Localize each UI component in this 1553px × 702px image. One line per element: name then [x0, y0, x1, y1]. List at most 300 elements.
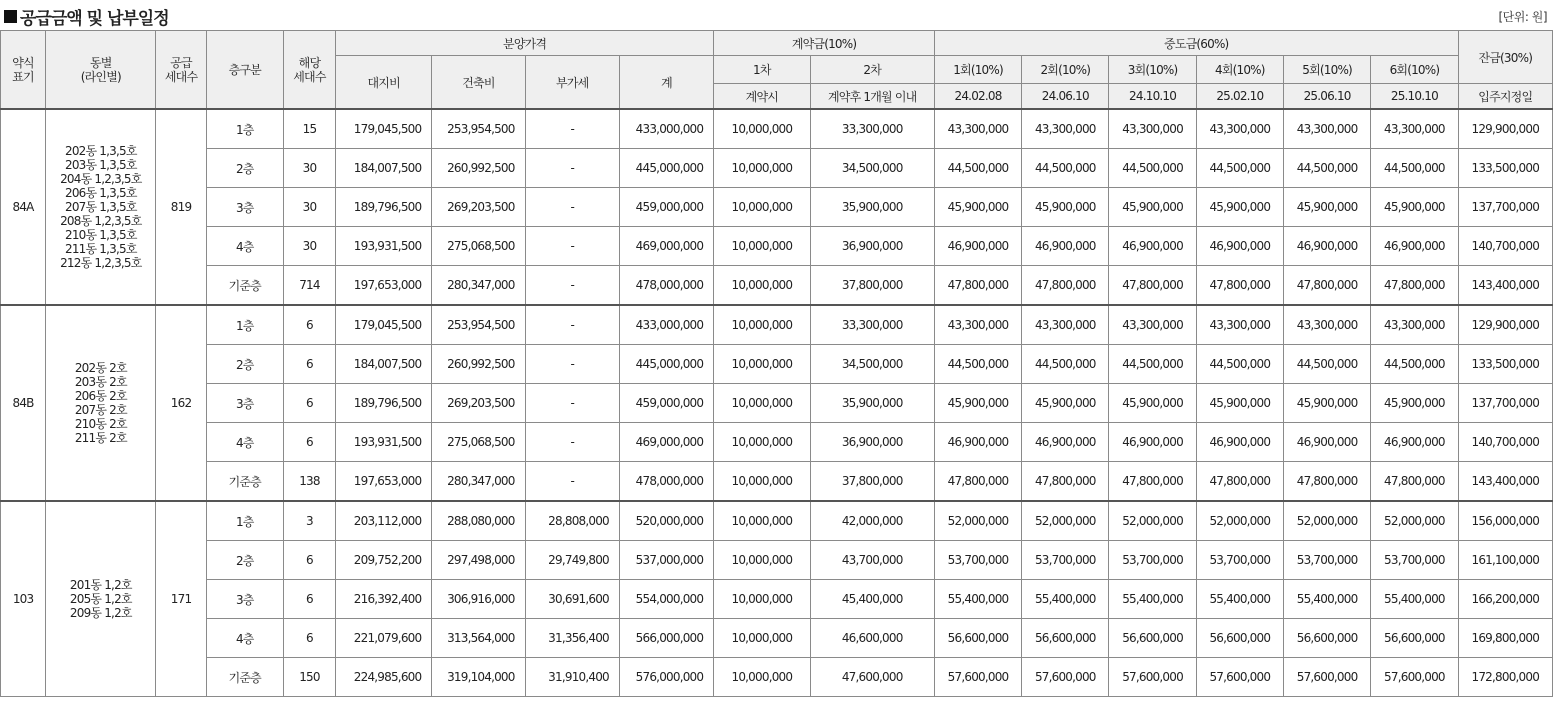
contract-1-cell: 10,000,000 — [714, 501, 810, 541]
contract-1-cell: 10,000,000 — [714, 227, 810, 266]
total-cell: 445,000,000 — [619, 149, 713, 188]
middle-2-cell: 47,800,000 — [1022, 266, 1109, 306]
floor-cell: 2층 — [206, 345, 283, 384]
contract-1-cell: 10,000,000 — [714, 423, 810, 462]
units-cell: 6 — [283, 541, 335, 580]
type-cell: 103 — [1, 501, 46, 697]
contract-2-cell: 36,900,000 — [810, 227, 934, 266]
table-row — [1, 266, 1553, 306]
balance-cell: 140,700,000 — [1458, 227, 1552, 266]
total-cell: 469,000,000 — [619, 227, 713, 266]
table-row — [1, 227, 1553, 266]
middle-5-cell: 45,900,000 — [1283, 384, 1370, 423]
header-total: 계 — [619, 56, 713, 110]
middle-5-cell: 57,600,000 — [1283, 658, 1370, 697]
middle-1-cell: 47,800,000 — [934, 266, 1021, 306]
floor-cell: 3층 — [206, 188, 283, 227]
vat-cell: - — [525, 305, 619, 345]
header-middle-4: 4회(10%) — [1196, 56, 1283, 84]
units-cell: 30 — [283, 149, 335, 188]
header-dong: 동별 (라인별) — [46, 31, 156, 110]
header-price-group: 분양가격 — [336, 31, 714, 56]
header-contract-1-when: 계약시 — [714, 84, 810, 110]
dong-line: 205동 1,2호 — [69, 592, 132, 606]
middle-5-cell: 46,900,000 — [1283, 227, 1370, 266]
vat-cell: 29,749,800 — [525, 541, 619, 580]
middle-3-cell: 43,300,000 — [1109, 109, 1196, 149]
vat-cell: - — [525, 462, 619, 502]
balance-cell: 172,800,000 — [1458, 658, 1552, 697]
dong-line: 208동 1,2,3,5호 — [60, 214, 142, 228]
middle-3-cell: 57,600,000 — [1109, 658, 1196, 697]
middle-6-cell: 45,900,000 — [1371, 188, 1458, 227]
middle-2-cell: 43,300,000 — [1022, 109, 1109, 149]
land-cell: 179,045,500 — [336, 109, 432, 149]
total-cell: 433,000,000 — [619, 305, 713, 345]
contract-2-cell: 35,900,000 — [810, 384, 934, 423]
header-middle-3: 3회(10%) — [1109, 56, 1196, 84]
middle-1-cell: 43,300,000 — [934, 109, 1021, 149]
building-cell: 319,104,000 — [432, 658, 525, 697]
dong-line: 210동 1,3,5호 — [64, 228, 137, 242]
header-units: 해당 세대수 — [283, 31, 335, 110]
vat-cell: 31,910,400 — [525, 658, 619, 697]
middle-4-cell: 43,300,000 — [1196, 109, 1283, 149]
middle-5-cell: 45,900,000 — [1283, 188, 1370, 227]
balance-cell: 161,100,000 — [1458, 541, 1552, 580]
middle-1-cell: 46,900,000 — [934, 227, 1021, 266]
vat-cell: 31,356,400 — [525, 619, 619, 658]
contract-2-cell: 37,800,000 — [810, 462, 934, 502]
dong-line: 204동 1,2,3,5호 — [60, 172, 142, 186]
middle-2-cell: 44,500,000 — [1022, 345, 1109, 384]
total-cell: 445,000,000 — [619, 345, 713, 384]
type-cell: 84B — [1, 305, 46, 501]
dong-line: 202동 1,3,5호 — [64, 144, 137, 158]
middle-2-cell: 46,900,000 — [1022, 227, 1109, 266]
floor-cell: 4층 — [206, 619, 283, 658]
contract-2-cell: 47,600,000 — [810, 658, 934, 697]
dong-line: 212동 1,2,3,5호 — [60, 256, 142, 270]
table-row — [1, 188, 1553, 227]
middle-6-cell: 53,700,000 — [1371, 541, 1458, 580]
middle-5-cell: 55,400,000 — [1283, 580, 1370, 619]
units-cell: 30 — [283, 227, 335, 266]
contract-1-cell: 10,000,000 — [714, 305, 810, 345]
table-row — [1, 619, 1553, 658]
units-cell: 3 — [283, 501, 335, 541]
header-contract-2-when: 계약후 1개월 이내 — [810, 84, 934, 110]
table-row — [1, 149, 1553, 188]
balance-cell: 129,900,000 — [1458, 305, 1552, 345]
building-cell: 253,954,500 — [432, 305, 525, 345]
table-row — [1, 658, 1553, 697]
vat-cell: - — [525, 109, 619, 149]
middle-3-cell: 46,900,000 — [1109, 227, 1196, 266]
table-row — [1, 345, 1553, 384]
header-contract-2: 2차 — [810, 56, 934, 84]
middle-6-cell: 56,600,000 — [1371, 619, 1458, 658]
balance-cell: 156,000,000 — [1458, 501, 1552, 541]
table-row — [1, 384, 1553, 423]
middle-1-cell: 57,600,000 — [934, 658, 1021, 697]
middle-5-cell: 43,300,000 — [1283, 109, 1370, 149]
building-cell: 253,954,500 — [432, 109, 525, 149]
contract-2-cell: 45,400,000 — [810, 580, 934, 619]
floor-cell: 2층 — [206, 541, 283, 580]
middle-2-cell: 47,800,000 — [1022, 462, 1109, 502]
vat-cell: - — [525, 149, 619, 188]
building-cell: 280,347,000 — [432, 266, 525, 306]
land-cell: 184,007,500 — [336, 345, 432, 384]
middle-4-cell: 47,800,000 — [1196, 266, 1283, 306]
middle-2-cell: 43,300,000 — [1022, 305, 1109, 345]
section-title-text: 공급금액 및 납부일정 — [20, 9, 169, 29]
total-cell: 478,000,000 — [619, 462, 713, 502]
header-middle-3-date: 24.10.10 — [1109, 84, 1196, 110]
dong-line: 209동 1,2호 — [69, 606, 132, 620]
balance-cell: 143,400,000 — [1458, 266, 1552, 306]
dong-line: 203동 2호 — [74, 375, 127, 389]
total-cell: 469,000,000 — [619, 423, 713, 462]
contract-2-cell: 42,000,000 — [810, 501, 934, 541]
building-cell: 275,068,500 — [432, 227, 525, 266]
land-cell: 184,007,500 — [336, 149, 432, 188]
contract-1-cell: 10,000,000 — [714, 188, 810, 227]
contract-2-cell: 33,300,000 — [810, 305, 934, 345]
dong-line: 203동 1,3,5호 — [64, 158, 137, 172]
floor-cell: 기준층 — [206, 266, 283, 306]
units-cell: 6 — [283, 580, 335, 619]
total-cell: 478,000,000 — [619, 266, 713, 306]
header-middle-4-date: 25.02.10 — [1196, 84, 1283, 110]
middle-5-cell: 43,300,000 — [1283, 305, 1370, 345]
dong-cell — [46, 305, 156, 501]
dong-line: 210동 2호 — [74, 417, 127, 431]
header-land: 대지비 — [336, 56, 432, 110]
units-cell: 15 — [283, 109, 335, 149]
units-cell: 6 — [283, 423, 335, 462]
middle-5-cell: 44,500,000 — [1283, 149, 1370, 188]
middle-5-cell: 47,800,000 — [1283, 266, 1370, 306]
middle-5-cell: 47,800,000 — [1283, 462, 1370, 502]
middle-3-cell: 44,500,000 — [1109, 345, 1196, 384]
middle-3-cell: 52,000,000 — [1109, 501, 1196, 541]
building-cell: 260,992,500 — [432, 149, 525, 188]
contract-2-cell: 37,800,000 — [810, 266, 934, 306]
supply-cell: 819 — [156, 109, 206, 305]
middle-1-cell: 44,500,000 — [934, 345, 1021, 384]
header-middle-1: 1회(10%) — [934, 56, 1021, 84]
building-cell: 269,203,500 — [432, 384, 525, 423]
middle-6-cell: 45,900,000 — [1371, 384, 1458, 423]
contract-1-cell: 10,000,000 — [714, 619, 810, 658]
middle-5-cell: 53,700,000 — [1283, 541, 1370, 580]
dong-cell — [46, 501, 156, 697]
header-floor: 층구분 — [206, 31, 283, 110]
middle-2-cell: 45,900,000 — [1022, 188, 1109, 227]
land-cell: 224,985,600 — [336, 658, 432, 697]
middle-3-cell: 45,900,000 — [1109, 384, 1196, 423]
contract-1-cell: 10,000,000 — [714, 580, 810, 619]
contract-1-cell: 10,000,000 — [714, 109, 810, 149]
dong-line: 201동 1,2호 — [69, 578, 132, 592]
total-cell: 459,000,000 — [619, 188, 713, 227]
header-middle-5-date: 25.06.10 — [1283, 84, 1370, 110]
dong-cell — [46, 109, 156, 305]
middle-3-cell: 56,600,000 — [1109, 619, 1196, 658]
header-middle-5: 5회(10%) — [1283, 56, 1370, 84]
table-row — [1, 501, 1553, 541]
dong-line: 211동 2호 — [74, 431, 127, 445]
middle-4-cell: 45,900,000 — [1196, 384, 1283, 423]
middle-4-cell: 47,800,000 — [1196, 462, 1283, 502]
middle-1-cell: 47,800,000 — [934, 462, 1021, 502]
table-row — [1, 305, 1553, 345]
dong-line: 206동 1,3,5호 — [64, 186, 137, 200]
total-cell: 537,000,000 — [619, 541, 713, 580]
units-cell: 138 — [283, 462, 335, 502]
middle-2-cell: 45,900,000 — [1022, 384, 1109, 423]
building-cell: 297,498,000 — [432, 541, 525, 580]
middle-1-cell: 46,900,000 — [934, 423, 1021, 462]
middle-2-cell: 44,500,000 — [1022, 149, 1109, 188]
dong-line: 206동 2호 — [74, 389, 127, 403]
contract-1-cell: 10,000,000 — [714, 658, 810, 697]
units-cell: 6 — [283, 619, 335, 658]
middle-2-cell: 52,000,000 — [1022, 501, 1109, 541]
dong-line: 207동 2호 — [74, 403, 127, 417]
total-cell: 566,000,000 — [619, 619, 713, 658]
floor-cell: 1층 — [206, 501, 283, 541]
floor-cell: 기준층 — [206, 462, 283, 502]
middle-4-cell: 56,600,000 — [1196, 619, 1283, 658]
middle-4-cell: 53,700,000 — [1196, 541, 1283, 580]
contract-1-cell: 10,000,000 — [714, 345, 810, 384]
vat-cell: - — [525, 423, 619, 462]
middle-1-cell: 55,400,000 — [934, 580, 1021, 619]
units-cell: 6 — [283, 345, 335, 384]
table-row — [1, 423, 1553, 462]
contract-1-cell: 10,000,000 — [714, 541, 810, 580]
middle-5-cell: 52,000,000 — [1283, 501, 1370, 541]
floor-cell: 2층 — [206, 149, 283, 188]
middle-1-cell: 44,500,000 — [934, 149, 1021, 188]
balance-cell: 137,700,000 — [1458, 188, 1552, 227]
supply-cell: 162 — [156, 305, 206, 501]
header-balance-when: 입주지정일 — [1458, 84, 1552, 110]
land-cell: 189,796,500 — [336, 384, 432, 423]
floor-cell: 4층 — [206, 227, 283, 266]
middle-4-cell: 43,300,000 — [1196, 305, 1283, 345]
floor-cell: 4층 — [206, 423, 283, 462]
table-body — [1, 109, 1553, 697]
balance-cell: 133,500,000 — [1458, 149, 1552, 188]
middle-6-cell: 46,900,000 — [1371, 227, 1458, 266]
header-type: 약식 표기 — [1, 31, 46, 110]
building-cell: 275,068,500 — [432, 423, 525, 462]
table-header — [1, 31, 1553, 110]
balance-cell: 129,900,000 — [1458, 109, 1552, 149]
middle-4-cell: 44,500,000 — [1196, 345, 1283, 384]
header-supply: 공급 세대수 — [156, 31, 206, 110]
floor-cell: 1층 — [206, 109, 283, 149]
table-row — [1, 541, 1553, 580]
middle-1-cell: 52,000,000 — [934, 501, 1021, 541]
land-cell: 193,931,500 — [336, 423, 432, 462]
header-middle-1-date: 24.02.08 — [934, 84, 1021, 110]
contract-2-cell: 34,500,000 — [810, 345, 934, 384]
balance-cell: 133,500,000 — [1458, 345, 1552, 384]
price-schedule-table — [0, 30, 1553, 697]
middle-4-cell: 44,500,000 — [1196, 149, 1283, 188]
middle-2-cell: 56,600,000 — [1022, 619, 1109, 658]
vat-cell: - — [525, 227, 619, 266]
units-cell: 30 — [283, 188, 335, 227]
middle-6-cell: 46,900,000 — [1371, 423, 1458, 462]
middle-3-cell: 55,400,000 — [1109, 580, 1196, 619]
contract-1-cell: 10,000,000 — [714, 266, 810, 306]
header-balance: 잔금(30%) — [1458, 31, 1552, 84]
middle-1-cell: 45,900,000 — [934, 384, 1021, 423]
middle-6-cell: 47,800,000 — [1371, 462, 1458, 502]
balance-cell: 169,800,000 — [1458, 619, 1552, 658]
middle-2-cell: 53,700,000 — [1022, 541, 1109, 580]
middle-4-cell: 57,600,000 — [1196, 658, 1283, 697]
middle-3-cell: 53,700,000 — [1109, 541, 1196, 580]
contract-2-cell: 36,900,000 — [810, 423, 934, 462]
vat-cell: - — [525, 266, 619, 306]
contract-1-cell: 10,000,000 — [714, 149, 810, 188]
table-row — [1, 462, 1553, 502]
dong-line: 211동 1,3,5호 — [64, 242, 137, 256]
contract-1-cell: 10,000,000 — [714, 384, 810, 423]
dong-line: 202동 2호 — [74, 361, 127, 375]
units-cell: 714 — [283, 266, 335, 306]
building-cell: 269,203,500 — [432, 188, 525, 227]
header-middle-2: 2회(10%) — [1022, 56, 1109, 84]
middle-1-cell: 45,900,000 — [934, 188, 1021, 227]
balance-cell: 143,400,000 — [1458, 462, 1552, 502]
middle-6-cell: 55,400,000 — [1371, 580, 1458, 619]
units-cell: 150 — [283, 658, 335, 697]
middle-2-cell: 57,600,000 — [1022, 658, 1109, 697]
middle-4-cell: 55,400,000 — [1196, 580, 1283, 619]
building-cell: 313,564,000 — [432, 619, 525, 658]
floor-cell: 3층 — [206, 384, 283, 423]
land-cell: 197,653,000 — [336, 462, 432, 502]
middle-4-cell: 46,900,000 — [1196, 227, 1283, 266]
header-contract-group: 계약금(10%) — [714, 31, 935, 56]
land-cell: 203,112,000 — [336, 501, 432, 541]
middle-5-cell: 56,600,000 — [1283, 619, 1370, 658]
middle-1-cell: 53,700,000 — [934, 541, 1021, 580]
total-cell: 433,000,000 — [619, 109, 713, 149]
land-cell: 221,079,600 — [336, 619, 432, 658]
units-cell: 6 — [283, 305, 335, 345]
middle-6-cell: 47,800,000 — [1371, 266, 1458, 306]
middle-5-cell: 44,500,000 — [1283, 345, 1370, 384]
middle-4-cell: 46,900,000 — [1196, 423, 1283, 462]
middle-6-cell: 52,000,000 — [1371, 501, 1458, 541]
balance-cell: 140,700,000 — [1458, 423, 1552, 462]
middle-3-cell: 44,500,000 — [1109, 149, 1196, 188]
header-middle-2-date: 24.06.10 — [1022, 84, 1109, 110]
middle-3-cell: 47,800,000 — [1109, 462, 1196, 502]
header-bar — [0, 0, 1553, 30]
middle-3-cell: 45,900,000 — [1109, 188, 1196, 227]
middle-1-cell: 56,600,000 — [934, 619, 1021, 658]
header-middle-group: 중도금(60%) — [934, 31, 1458, 56]
land-cell: 193,931,500 — [336, 227, 432, 266]
vat-cell: - — [525, 188, 619, 227]
middle-2-cell: 55,400,000 — [1022, 580, 1109, 619]
contract-2-cell: 34,500,000 — [810, 149, 934, 188]
land-cell: 216,392,400 — [336, 580, 432, 619]
vat-cell: - — [525, 345, 619, 384]
vat-cell: 30,691,600 — [525, 580, 619, 619]
building-cell: 288,080,000 — [432, 501, 525, 541]
middle-3-cell: 47,800,000 — [1109, 266, 1196, 306]
land-cell: 197,653,000 — [336, 266, 432, 306]
total-cell: 576,000,000 — [619, 658, 713, 697]
floor-cell: 기준층 — [206, 658, 283, 697]
balance-cell: 137,700,000 — [1458, 384, 1552, 423]
table-row — [1, 109, 1553, 149]
middle-6-cell: 43,300,000 — [1371, 305, 1458, 345]
middle-6-cell: 43,300,000 — [1371, 109, 1458, 149]
total-cell: 459,000,000 — [619, 384, 713, 423]
middle-6-cell: 44,500,000 — [1371, 345, 1458, 384]
contract-1-cell: 10,000,000 — [714, 462, 810, 502]
vat-cell: - — [525, 384, 619, 423]
total-cell: 554,000,000 — [619, 580, 713, 619]
header-contract-1: 1차 — [714, 56, 810, 84]
vat-cell: 28,808,000 — [525, 501, 619, 541]
contract-2-cell: 46,600,000 — [810, 619, 934, 658]
land-cell: 189,796,500 — [336, 188, 432, 227]
middle-6-cell: 57,600,000 — [1371, 658, 1458, 697]
table-row — [1, 580, 1553, 619]
land-cell: 209,752,200 — [336, 541, 432, 580]
balance-cell: 166,200,000 — [1458, 580, 1552, 619]
middle-4-cell: 45,900,000 — [1196, 188, 1283, 227]
middle-6-cell: 44,500,000 — [1371, 149, 1458, 188]
total-cell: 520,000,000 — [619, 501, 713, 541]
header-middle-6: 6회(10%) — [1371, 56, 1458, 84]
header-vat: 부가세 — [525, 56, 619, 110]
middle-3-cell: 43,300,000 — [1109, 305, 1196, 345]
header-building: 건축비 — [432, 56, 525, 110]
type-cell: 84A — [1, 109, 46, 305]
unit-note: [단위: 원] — [1498, 10, 1547, 24]
contract-2-cell: 35,900,000 — [810, 188, 934, 227]
units-cell: 6 — [283, 384, 335, 423]
contract-2-cell: 33,300,000 — [810, 109, 934, 149]
header-middle-6-date: 25.10.10 — [1371, 84, 1458, 110]
floor-cell: 1층 — [206, 305, 283, 345]
middle-4-cell: 52,000,000 — [1196, 501, 1283, 541]
middle-5-cell: 46,900,000 — [1283, 423, 1370, 462]
section-title — [4, 4, 169, 29]
contract-2-cell: 43,700,000 — [810, 541, 934, 580]
building-cell: 306,916,000 — [432, 580, 525, 619]
floor-cell: 3층 — [206, 580, 283, 619]
land-cell: 179,045,500 — [336, 305, 432, 345]
middle-1-cell: 43,300,000 — [934, 305, 1021, 345]
building-cell: 260,992,500 — [432, 345, 525, 384]
square-bullet-icon — [4, 10, 17, 23]
